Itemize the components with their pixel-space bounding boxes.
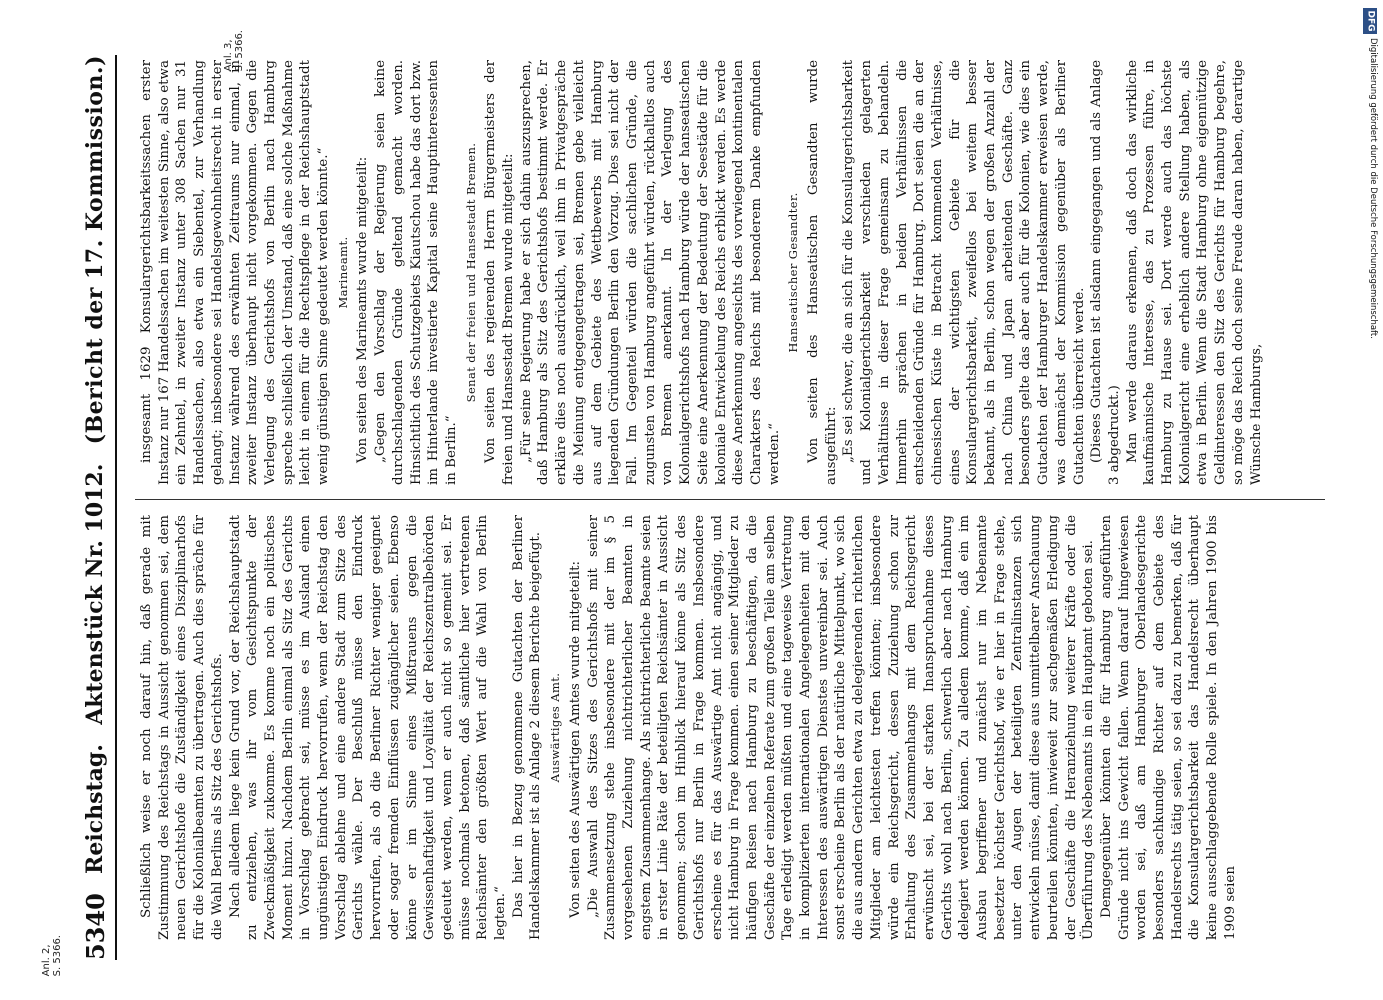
left-column-paragraph: „Die Auswahl des Sitzes des Gerichtshofs mit seiner Zusammensetzung stehe insbesondere mit der im § 5 vorgesehenen Zuziehung nichtrichterlicher Beamten in engstem Zusammenhange. Als nichtrichterliche Beamte seien in erster Linie Räte der beteiligten Reichsämter in Aussicht genommen; schon im Hinblick hierauf könne als Sitz des Gerichtshofs nur Berlin in Frage kommen. Insbesondere erscheine es für das Auswärtige Amt nicht angängig, und nicht Hamburg in Frage kommen. einen seiner Mitglieder zu häufigen Reisen nach Hamburg zu beschäftigen, da die Geschäfte der einzelnen Referate zum großen Teile am selben Tage erledigt werden müßten und eine tageweise Vertretung in komplizierten internationalen Angelegenheiten mit den Interessen des auswärtigen Dienstes unvereinbar sei. Auch sonst erscheine Berlin als der natürliche Mittelpunkt, wo sich die aus andern Gerichten etwa zu delegierenden richterlichen Mitglieder am leichtesten treffen könnten; insbesondere würde ein Reichsgericht, dessen Zuziehung schon zur Erhaltung des Zusammenhangs mit dem Reichsgericht erwünscht sei, bei der starken Inanspruchnahme dieses Gerichts wohl nach Berlin, schwerlich aber nach Hamburg delegiert werden können. Zu alledem komme, daß ein im Ausbau begriffener und zunächst nur im Nebenamte besetzter höchster Gerichtshof, wie er hier in Frage stehe, unter den Augen der beteiligten Zentralinstanzen sich entwickeln müsse, damit diese aus unmittelbarer Anschauung beurteilen könnten, inwieweit zur sachgemäßen Erledigung der Geschäfte die Heranziehung weiterer Kräfte oder die Überführung des Nebenamts in ein Hauptamt geboten sei.	[585, 515, 1097, 940]
right-column-paragraph: „Gegen den Vorschlag der Regierung seien keine durchschlagenden Gründe geltend gemacht worden. Hinsichtlich des Schutzgebiets Kiautschou habe das dort bzw. im Hinterlande investierte Kapital seine Hauptinteressenten in Berlin.“	[373, 60, 459, 485]
column-divider	[135, 499, 1325, 500]
right-column-section-heading: Senat der freien und Hansestadt Bremen.	[463, 142, 478, 403]
left-column	[138, 515, 1323, 940]
right-column	[138, 60, 1323, 485]
right-column-section-heading: Hanseatischer Gesandter.	[786, 192, 801, 353]
left-column-paragraph: Demgegenüber könnten die für Hamburg angeführten Gründe nicht ins Gewicht fallen. Wenn darauf hingewiesen worden sei, daß am Hamburger Oberlandesgerichte besonders sachkundige Richter auf dem Gebiete des Handelsrechts tätig seien, so sei dazu zu bemerken, daß für die Konsulargerichtsbarkeit das Handelsrecht überhaupt keine ausschlaggebende Rolle spiele. In den Jahren 1900 bis 1909 seien	[1098, 515, 1238, 940]
left-column-paragraph: Von seiten des Auswärtigen Amtes wurde mitgeteilt:	[567, 561, 583, 918]
left-column-section-heading: Auswärtiges Amt.	[548, 672, 563, 783]
margin-note-right-line2: S. 5366.	[234, 30, 245, 72]
right-column-paragraph: „Für seine Regierung habe er sich dahin auszusprechen, daß Hamburg als Sitz des Gerichtshofs bestimmt werde. Er erkläre dies noch ausdrücklich, weil ihm in Privatgespräche die Meinung entgegengetragen sei, Bremen gebe vielleicht aus auf dem Gebiete des Wettbewerbs mit Hamburg liegenden Gründungen Berlin den Vorzug. Dies sei nicht der Fall. Im Gegenteil würden die sachlichen Gründe, die zugunsten von Hamburg angeführt würden, rückhaltlos auch von Bremen anerkannt. In der Verlegung des Kolonialgerichtshofs nach Hamburg würde der hanseatischen Seite eine Anerkennung der Bedeutung der Seestädte für die koloniale Entwickelung des Reichs erblickt werden. Es werde diese Anerkennung angesichts des vorwiegend kontinentalen Charakters des Reichs mit besonderem Danke empfunden werden.“	[518, 60, 782, 485]
dfg-logo	[1363, 8, 1377, 34]
header-right: (Bericht der 17. Kommission.)	[82, 55, 108, 445]
right-column-paragraph: Von seiten des Hanseatischen Gesandten wurde ausgeführt:	[806, 60, 839, 485]
margin-note-left-line2: S. 5366.	[52, 935, 63, 977]
margin-note-left	[41, 935, 63, 976]
header-center: Aktenstück Nr. 1012.	[82, 463, 108, 725]
margin-note-right-line1: Anl. 3,	[223, 39, 234, 72]
right-column-paragraph: „Es sei schwer, die an sich für die Konsulargerichtsbarkeit und Kolonialgerichtsbarkeit verschieden gelagerten Verhältnisse in dieser Frage gemeinsam zu behandeln. Immerhin sprächen in beiden Verhältnissen die entscheidenden Gründe für Hamburg. Dort seien die an der chinesischen Küste in Betracht kommenden Verhältnisse, eines der wichtigsten Gebiete für die Konsulargerichtsbarkeit, zweifellos bei weitem besser bekannt, als in Berlin, schon wegen der großen Anzahl der nach China und Japan arbeitenden Geschäfte. Ganz besonders gelte das aber auch für die Kolonien, wie dies ein Gutachten der Hamburger Handelskammer erweisen werde, was demnächst der Kommission gegenüber als Berliner Gutachten überreicht werde.	[841, 60, 1087, 485]
header-left: Reichstag.	[82, 744, 108, 874]
right-column-paragraph: Von seiten des regierenden Herrn Bürgermeisters der freien und Hansestadt Bremen wurde mitgeteilt:	[483, 60, 517, 485]
page-header	[75, 55, 117, 960]
margin-note-right	[223, 30, 245, 71]
page-number: 5340	[80, 893, 110, 960]
margin-note-left-line1: Anl. 2,	[41, 944, 52, 977]
right-column-paragraph: Von seiten des Marineamts wurde mitgeteilt:	[355, 156, 371, 463]
dfg-logo-text: DFG	[1365, 10, 1376, 32]
left-column-paragraph: Schließlich weise er noch darauf hin, daß gerade mit Zustimmung des Reichstags in Aussicht genommen sei, dem neuen Gerichtshofe die Zuständigkeit eines Disziplinarhofs für die Kolonialbeamten zu übertragen. Auch dies spräche für die Wahl Berlins als Sitz des Gerichtshofs.	[139, 515, 225, 940]
left-column-paragraph: Das hier in Bezug genommene Gutachten der Berliner Handelskammer ist als Anlage 2 diesem Berichte beigefügt.	[510, 515, 544, 940]
right-column-paragraph: Man werde daraus erkennen, daß doch das wirkliche kaufmännische Interesse, das zu Prozessen führe, in Hamburg zu Hause sei. Dort werde auch das höchste Kolonialgericht eine erheblich andere Stellung haben, als etwa in Berlin. Wenn die Stadt Hamburg ohne eigennützige Geldinteressen den Sitz des Gerichts für Hamburg begehre, so möge das Reich doch seine Freude daran haben, derartige Wünsche Hamburgs,	[1124, 60, 1264, 485]
right-column-paragraph: (Dieses Gutachten ist alsdann eingegangen und als Anlage 3 abgedruckt.)	[1089, 60, 1122, 485]
right-column-paragraph: insgesamt 1629 Konsulargerichtsbarkeitssachen erster Instanz nur 167 Handelssachen im weitesten Sinne, also etwa ein Zehntel, in zweiter Instanz unter 308 Sachen nur 31 Handelssachen, also etwa ein Siebentel, zur Verhandlung gelangt; insbesondere sei Handelsgewohnheitsrecht in erster Instanz während des erwähnten Zeitraums nur einmal, in zweiter Instanz überhaupt nicht vorgekommen. Gegen die Verlegung des Gerichtshofs von Berlin nach Hamburg spreche schließlich der Umstand, daß eine solche Maßnahme leicht in einem für die Rechtspflege in der Reichshauptstadt wenig günstigen Sinne gedeutet werden könnte.“	[139, 60, 332, 485]
digitization-notice: Digitalisierung gefördert durch die Deutsche Forschungsgemeinschaft.	[1368, 38, 1378, 339]
right-column-section-heading: Marineamt.	[335, 236, 350, 309]
left-column-paragraph: Nach alledem liege kein Grund vor, der Reichshauptstadt zu entziehen, was ihr vom Gesichtspunkte der Zweckmäßigkeit zukomme. Es komme noch ein politisches Moment hinzu. Nachdem Berlin einmal als Sitz des Gerichts in Vorschlag gebracht sei, müsse es im Ausland einen ungünstigen Eindruck hervorrufen, wenn der Reichstag den Vorschlag ablehne und eine andere Stadt zum Sitze des Gerichts wähle. Der Beschluß müsse den Eindruck hervorrufen, als ob die Berliner Richter weniger geeignet oder sogar fremden Einflüssen zugänglicher seien. Ebenso könne er im Sinne eines Mißtrauens gegen die Gewissenhaftigkeit und Loyalität der Reichszentralbehörden gedeutet werden, wenn er auch nicht so gemeint sei. Er müsse nochmals betonen, daß sämtliche hier vertretenen Reichsämter den größten Wert auf die Wahl von Berlin legten.“	[227, 515, 509, 940]
